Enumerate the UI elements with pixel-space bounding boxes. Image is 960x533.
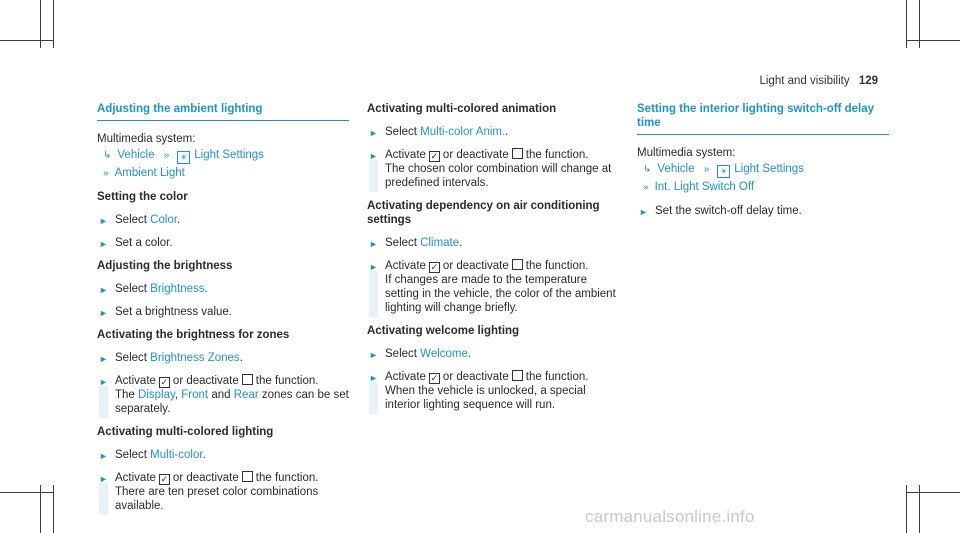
double-chevron-icon: » — [103, 168, 109, 179]
checked-box-icon: ✓ — [160, 377, 169, 387]
step-bullet-icon: ► — [369, 239, 378, 249]
instruction-step: ► Select Brightness Zones. — [99, 352, 243, 364]
crop-mark — [906, 485, 907, 533]
section-title: Adjusting the ambient lighting — [97, 102, 349, 121]
double-chevron-icon: » — [163, 150, 170, 161]
crop-mark — [906, 40, 960, 41]
crop-mark — [53, 0, 54, 48]
menu-path — [637, 180, 889, 195]
path-int-light-switch-off: Int. Light Switch Off — [654, 181, 755, 193]
checked-box-icon: ✓ — [430, 262, 439, 272]
unchecked-box-icon — [242, 374, 253, 385]
light-settings-icon: ☀ — [717, 165, 730, 178]
header-section: Light and visibility — [759, 75, 850, 87]
step-bullet-icon: ► — [99, 239, 108, 249]
instruction-step: ► Select Welcome. — [369, 348, 472, 360]
subheading: Activating dependency on air conditioning settings — [367, 200, 600, 226]
step-bullet-icon: ► — [99, 377, 108, 387]
unchecked-box-icon — [242, 471, 253, 482]
subheading: Activating the brightness for zones — [97, 329, 290, 341]
checked-box-icon: ✓ — [160, 474, 169, 484]
unchecked-box-icon — [512, 370, 523, 381]
step-bullet-icon: ► — [99, 354, 108, 364]
running-header — [759, 74, 878, 88]
step-bullet-icon: ► — [99, 285, 108, 295]
menu-path — [97, 148, 349, 164]
subheading: Adjusting the brightness — [97, 260, 233, 272]
corner-arrow-icon: ↳ — [103, 150, 112, 161]
step-bullet-icon: ► — [369, 128, 378, 138]
multimedia-label: Multimedia system: — [637, 147, 736, 159]
path-vehicle: Vehicle — [117, 149, 155, 161]
step-bullet-icon: ► — [369, 373, 378, 383]
step-bullet-icon: ► — [99, 216, 108, 226]
light-settings-icon: ☀ — [177, 151, 190, 164]
double-chevron-icon: » — [643, 182, 649, 193]
subheading: Setting the color — [97, 191, 188, 203]
instruction-step: ► Select Brightness. — [99, 283, 208, 295]
path-light-settings: Light Settings — [194, 149, 264, 161]
crop-mark — [53, 485, 54, 533]
column-2 — [367, 102, 619, 421]
subheading: Activating multi-colored lighting — [97, 426, 274, 438]
double-chevron-icon: » — [703, 164, 710, 175]
instruction-step: ► Activate ✓ or deactivate the function. If changes are made to the temperature setting in the vehicle, the color of the ambient lighting will change briefly. — [367, 259, 619, 315]
step-bullet-icon: ► — [369, 262, 378, 272]
step-bullet-icon: ► — [369, 151, 378, 161]
instruction-step: ► Set the switch-off delay time. — [639, 205, 802, 217]
step-bullet-icon: ► — [99, 308, 108, 318]
menu-path — [637, 162, 889, 178]
path-vehicle: Vehicle — [657, 163, 695, 175]
subheading: Activating multi-colored animation — [367, 103, 557, 115]
crop-mark — [0, 40, 54, 41]
page-number: 129 — [858, 75, 878, 87]
unchecked-box-icon — [512, 148, 523, 159]
instruction-step: ► Select Multi-color Anim.. — [369, 126, 509, 138]
crop-mark — [0, 492, 54, 493]
instruction-step: ► Activate ✓ or deactivate the function. The Display, Front and Rear zones can be set separately. — [97, 374, 349, 416]
column-3 — [637, 102, 889, 227]
step-bullet-icon: ► — [369, 350, 378, 360]
corner-arrow-icon: ↳ — [643, 164, 652, 175]
step-bullet-icon: ► — [99, 451, 108, 461]
step-bullet-icon: ► — [99, 474, 108, 484]
watermark: carmanualsonline.info — [585, 507, 755, 526]
instruction-step: ► Set a brightness value. — [99, 306, 232, 318]
instruction-step: ► Set a color. — [99, 237, 173, 249]
checked-box-icon: ✓ — [430, 151, 439, 161]
checked-box-icon: ✓ — [430, 373, 439, 383]
crop-mark — [906, 492, 960, 493]
instruction-step: ► Activate ✓ or deactivate the function. When the vehicle is unlocked, a special interior lighting sequence will run. — [367, 370, 619, 412]
unchecked-box-icon — [512, 259, 523, 270]
menu-path — [97, 166, 349, 181]
instruction-step: ► Activate ✓ or deactivate the function. The chosen color combination will change at predefined intervals. — [367, 148, 619, 190]
instruction-step: ► Activate ✓ or deactivate the function. There are ten preset color combinations available. — [97, 471, 349, 513]
path-ambient-light: Ambient Light — [114, 167, 185, 179]
instruction-step: ► Select Climate. — [369, 237, 463, 249]
section-title: Setting the interior lighting switch-off delay time — [637, 102, 889, 135]
instruction-step: ► Select Multi-color. — [99, 449, 206, 461]
step-bullet-icon: ► — [639, 207, 648, 217]
multimedia-label: Multimedia system: — [97, 133, 196, 145]
path-light-settings: Light Settings — [734, 163, 804, 175]
instruction-step: ► Select Color. — [99, 214, 181, 226]
column-1 — [97, 102, 349, 522]
crop-mark — [906, 0, 907, 48]
subheading: Activating welcome lighting — [367, 325, 520, 337]
